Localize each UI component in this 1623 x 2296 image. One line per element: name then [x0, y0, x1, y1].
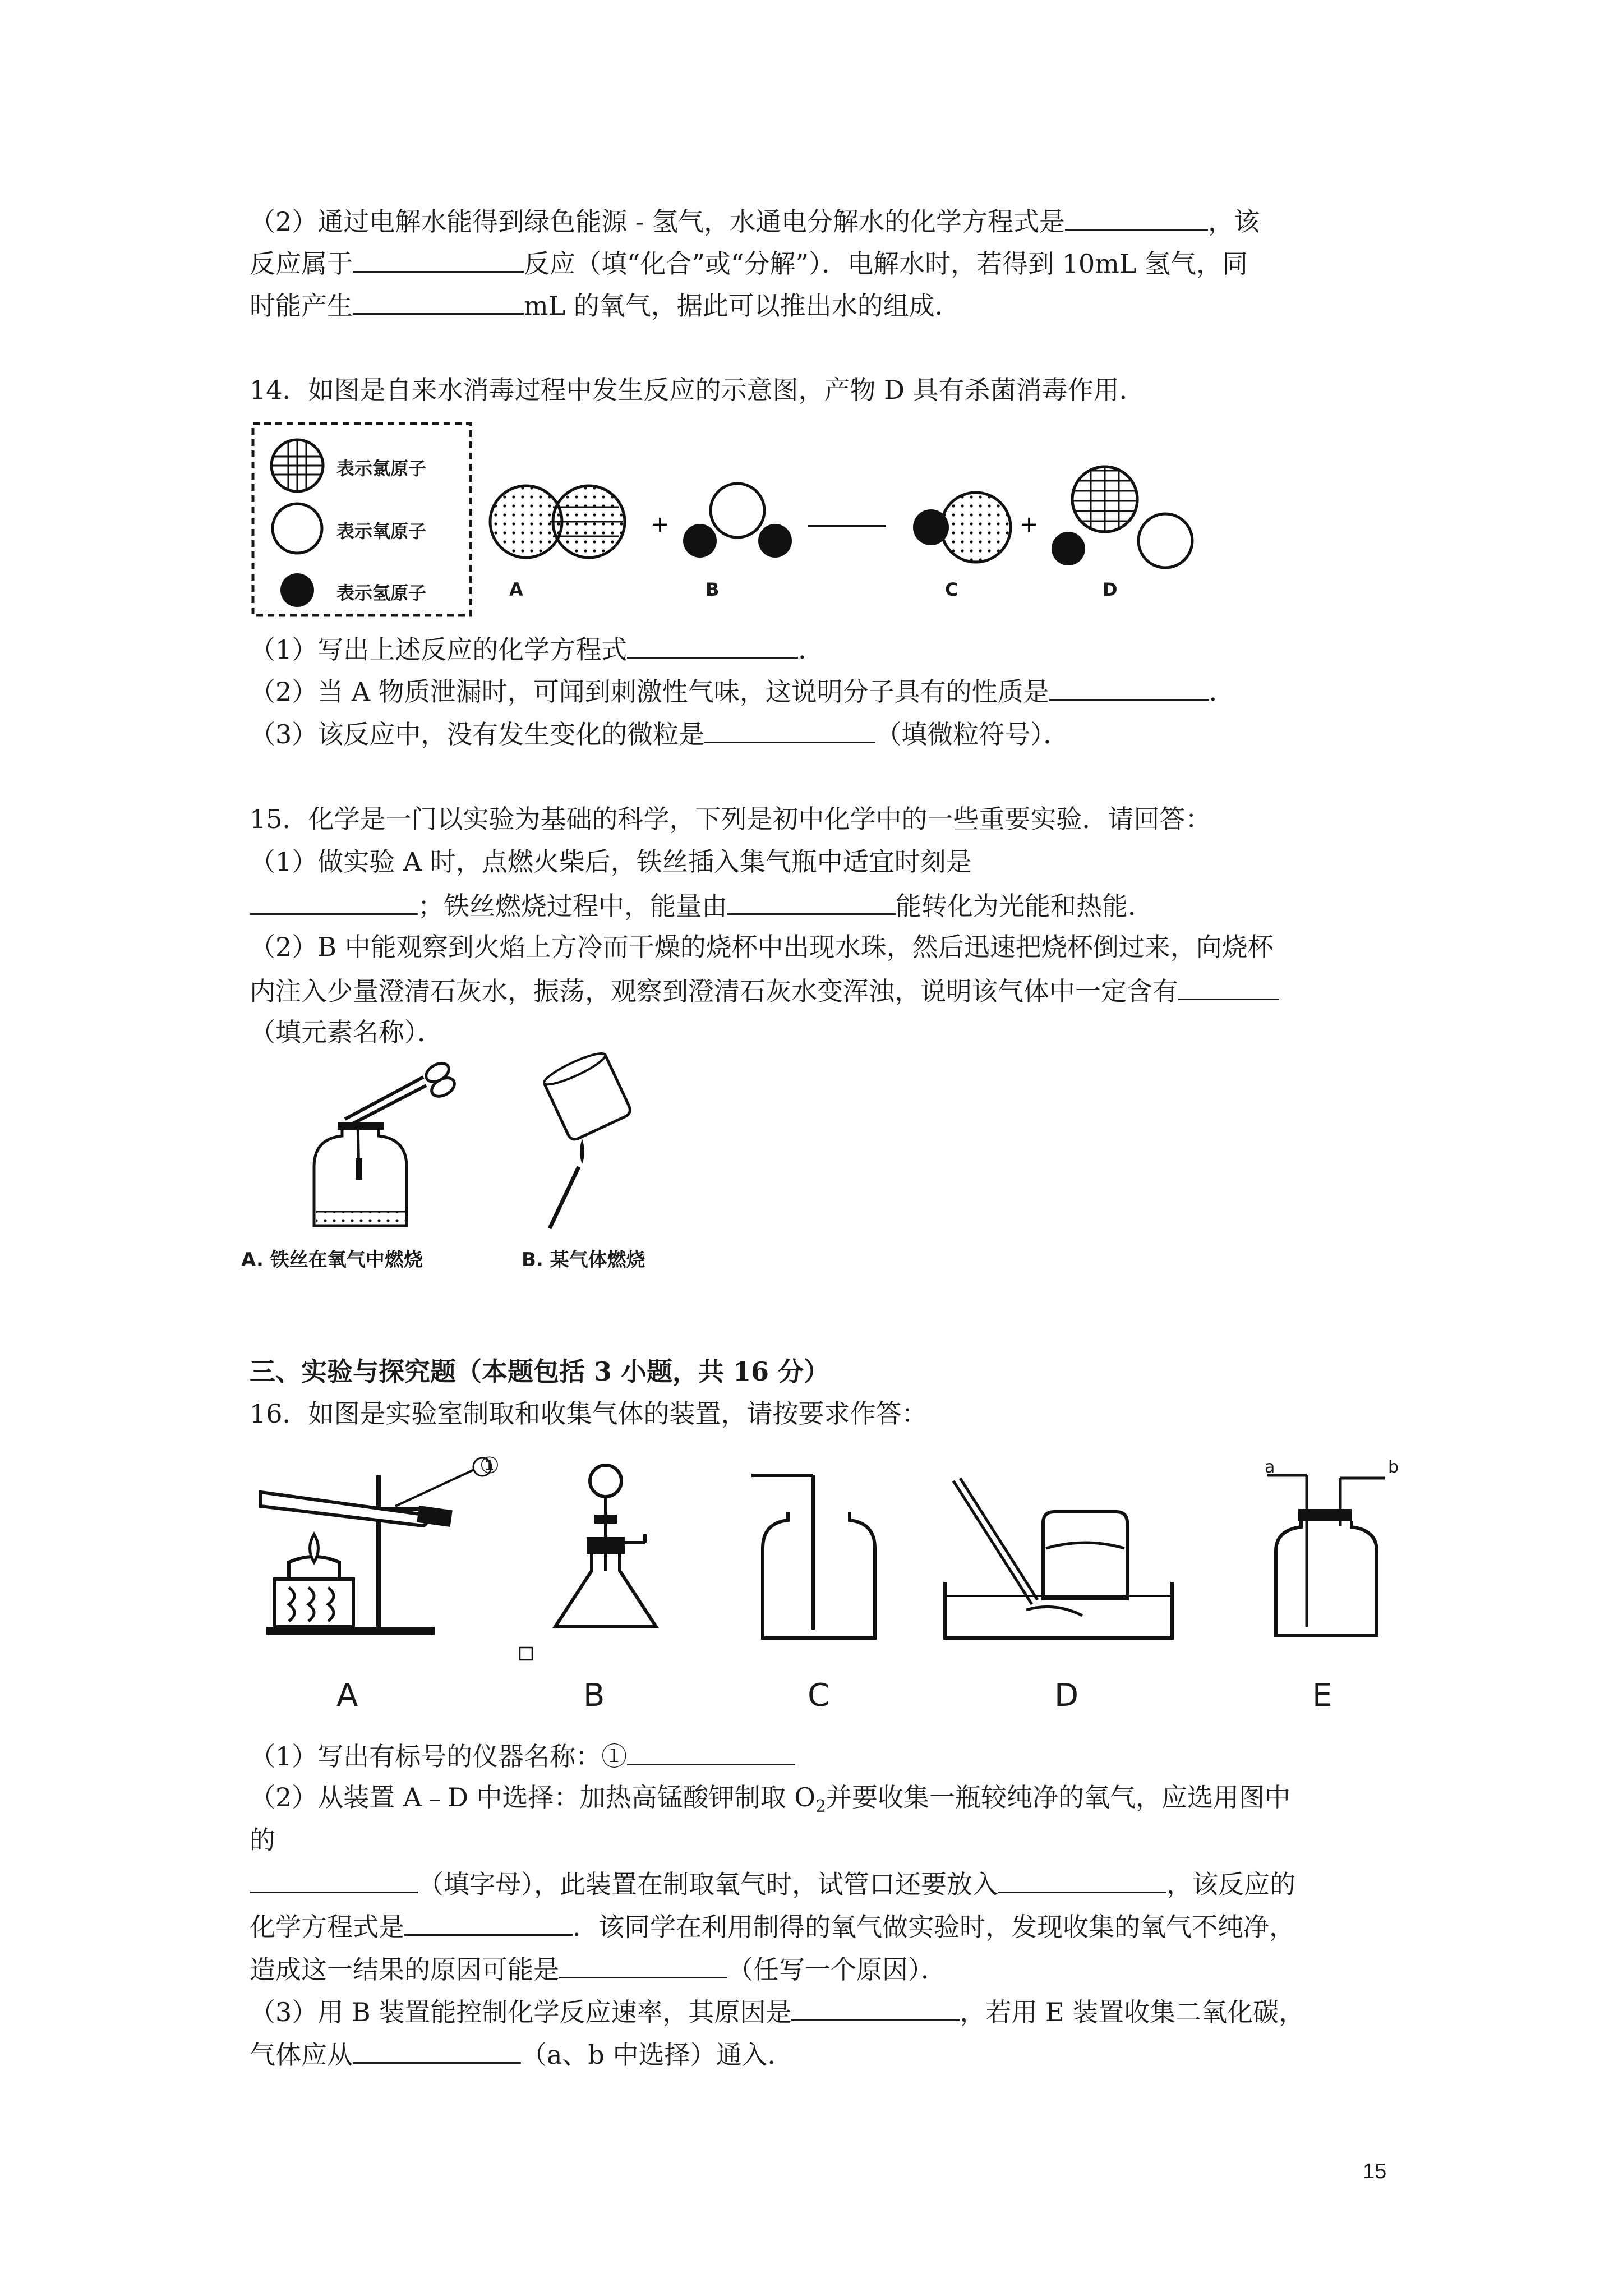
- q16-p2-line4: 化学方程式是 ．该同学在利用制得的氧气做实验时，发现收集的氧气不纯净，: [250, 1908, 1295, 1944]
- q13-p2-line3: 时能产生 mL 的氧气，据此可以推出水的组成．: [250, 287, 961, 323]
- page-number: 15: [1363, 2160, 1387, 2183]
- plus-sign: +: [1020, 512, 1039, 537]
- answer-blank[interactable]: [1049, 673, 1209, 701]
- chlorine-atom-icon: [271, 440, 323, 491]
- q16-p3-line1: （3）用 B 装置能控制化学反应速率，其原因是 ，若用 E 装置收集二氧化碳，: [250, 1994, 1304, 2029]
- iron-wire-experiment: [303, 1055, 488, 1240]
- plus-sign: +: [651, 512, 670, 537]
- q15-p2-line2: 内注入少量澄清石灰水，振荡，观察到澄清石灰水变浑浊，说明该气体中一定含有: [250, 973, 1279, 1008]
- answer-blank[interactable]: [1065, 203, 1208, 231]
- apparatus-e: [1256, 1464, 1402, 1644]
- apparatus-label-b: B: [583, 1677, 605, 1714]
- answer-blank[interactable]: [250, 1866, 418, 1893]
- checkbox-icon[interactable]: [519, 1646, 533, 1661]
- apparatus-label-e: E: [1312, 1677, 1332, 1714]
- q15-p2-line1: （2）B 中能观察到火焰上方冷而干燥的烧杯中出现水珠，然后迅速把烧杯倒过来，向烧杯: [250, 932, 1274, 962]
- q16-p2-line5: 造成这一结果的原因可能是 （任写一个原因）．: [250, 1951, 947, 1986]
- apparatus-d: [942, 1470, 1178, 1644]
- hydrogen-atom-icon: [280, 573, 314, 607]
- q13-p2-line2: 反应属于 反应（填“化合”或“分解”）．电解水时，若得到 10mL 氢气，同: [250, 245, 1248, 280]
- label-b: B: [706, 579, 720, 600]
- q15-stem: 15．化学是一门以实验为基础的科学，下列是初中化学中的一些重要实验．请回答：: [250, 804, 1211, 834]
- label-d: D: [1103, 579, 1118, 600]
- q14-p3: （3）该反应中，没有发生变化的微粒是 （填微粒符号）．: [250, 716, 1069, 751]
- q15-p2-line3: （填元素名称）．: [250, 1017, 443, 1047]
- port-b-label: b: [1388, 1457, 1399, 1477]
- q13-p2-line1: （2）通过电解水能得到绿色能源 - 氢气，水通电分解水的化学方程式是 ，该: [250, 203, 1260, 238]
- section-3-title: 三、实验与探究题（本题包括 3 小题，共 16 分）: [250, 1356, 830, 1387]
- q14-p2: （2）当 A 物质泄漏时，可闻到刺激性气味，这说明分子具有的性质是 ．: [250, 673, 1235, 708]
- answer-blank[interactable]: [1178, 973, 1279, 1000]
- answer-blank[interactable]: [404, 1908, 573, 1936]
- q15-p1-line2: ；铁丝燃烧过程中，能量由 能转化为光能和热能．: [250, 887, 1154, 923]
- molecule-c: [913, 493, 1011, 562]
- caption-a: A. 铁丝在氧气中燃烧: [241, 1249, 423, 1271]
- q16-p2-line2: 的: [250, 1825, 275, 1855]
- oxygen-atom-icon: [273, 504, 322, 553]
- marker-1: ①: [479, 1453, 500, 1479]
- apparatus-c: [746, 1470, 897, 1644]
- q14-p1: （1）写出上述反应的化学方程式 ．: [250, 631, 824, 666]
- legend-label-chlorine: 表示氯原子: [336, 458, 427, 479]
- legend-label-oxygen: 表示氧原子: [336, 521, 427, 542]
- answer-blank[interactable]: [704, 716, 875, 743]
- q16-p3-line2: 气体应从 （a、b 中选择）通入．: [250, 2036, 794, 2072]
- answer-blank[interactable]: [998, 1866, 1166, 1893]
- apparatus-label-c: C: [808, 1677, 830, 1714]
- answer-blank[interactable]: [627, 1738, 795, 1765]
- answer-blank[interactable]: [353, 2036, 521, 2064]
- label-a: A: [509, 579, 523, 600]
- q16-stem: 16．如图是实验室制取和收集气体的装置，请按要求作答：: [250, 1398, 928, 1429]
- q16-p1: （1）写出有标号的仪器名称：①: [250, 1738, 795, 1773]
- apparatus-a: [255, 1453, 502, 1644]
- label-c: C: [945, 579, 958, 600]
- answer-blank[interactable]: [353, 245, 524, 273]
- caption-b: B. 某气体燃烧: [522, 1249, 645, 1271]
- molecule-a: [490, 486, 625, 558]
- answer-blank[interactable]: [250, 887, 418, 915]
- apparatus-b: [550, 1458, 667, 1644]
- apparatus-label-d: D: [1054, 1677, 1079, 1714]
- molecule-d: [1052, 467, 1192, 568]
- answer-blank[interactable]: [353, 287, 524, 315]
- gas-burning-experiment: [527, 1055, 651, 1240]
- legend-label-hydrogen: 表示氢原子: [336, 582, 427, 604]
- molecule-b: [683, 484, 792, 558]
- answer-blank[interactable]: [559, 1951, 727, 1978]
- answer-blank[interactable]: [627, 631, 798, 659]
- reaction-diagram: [482, 466, 1228, 589]
- answer-blank[interactable]: [791, 1994, 960, 2021]
- q16-p2-line1: （2）从装置 A﹣D 中选择：加热高锰酸钾制取 $O_2$并要收集一瓶较纯净的氧气，应选用图中: [250, 1782, 1291, 1817]
- q14-stem: 14．如图是自来水消毒过程中发生反应的示意图，产物 D 具有杀菌消毒作用．: [250, 375, 1145, 405]
- q15-p1-line1: （1）做实验 A 时，点燃火柴后，铁丝插入集气瓶中适宜时刻是: [250, 846, 972, 877]
- answer-blank[interactable]: [727, 887, 896, 915]
- q16-p2-line3: （填字母），此装置在制取氧气时，试管口还要放入 ，该反应的: [250, 1866, 1295, 1901]
- apparatus-label-a: A: [336, 1677, 358, 1714]
- port-a-label: a: [1265, 1457, 1275, 1477]
